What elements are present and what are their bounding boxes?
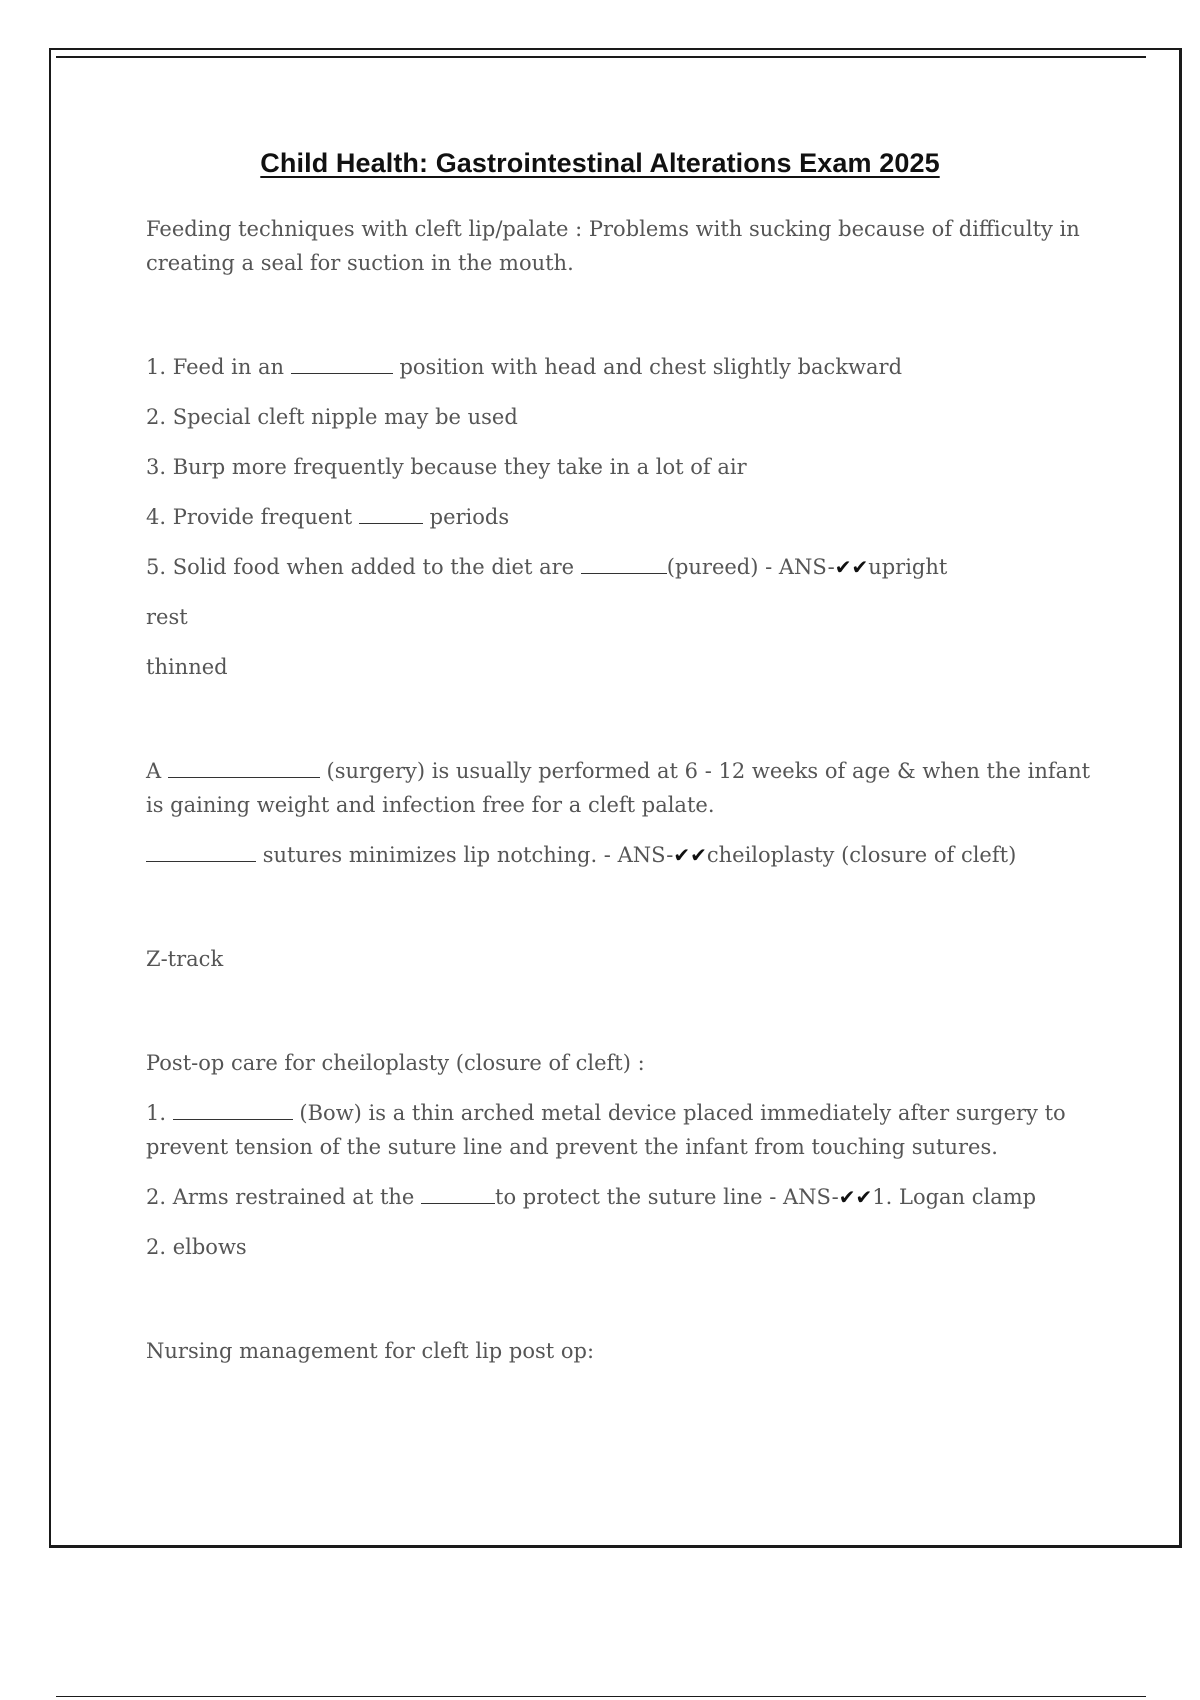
fill-blank [421,1183,495,1204]
fill-blank [359,503,423,524]
postop-item-2 [146,1180,1096,1214]
feeding-item-5 [146,550,1096,584]
surgery-question-text: (surgery) is usually performed at 6 - 12 weeks of age & when the infant is gaining weight and infection free for a cleft palate. [146,759,1091,817]
spacer [146,1264,1096,1334]
suture-question [146,838,1096,872]
answer-logan-clamp: 1. Logan clamp [872,1185,1037,1209]
postop-heading: Post-op care for cheiloplasty (closure of cleft) : [146,1051,645,1075]
double-check-icon: ✔✔ [834,555,869,579]
document-body [146,212,1096,1368]
fill-blank [581,553,667,574]
postop-item-1 [146,1096,1096,1164]
double-check-icon: ✔✔ [673,843,707,867]
feeding-item-5-prefix: 5. Solid food when added to the diet are [146,555,575,579]
feeding-item-5-suffix: (pureed) - ANS- [666,555,835,579]
answer-cheiloplasty: cheiloplasty (closure of cleft) [706,843,1017,867]
fill-blank [168,757,320,778]
spacer [146,872,1096,942]
postop-item-1-prefix: 1. [146,1101,167,1125]
feeding-item-1 [146,350,1096,384]
feeding-item-4 [146,500,1096,534]
feeding-item-4-suffix: periods [429,505,510,529]
document-title: Child Health: Gastrointestinal Alterations Exam 2025 [260,148,940,178]
top-rule [56,56,1146,58]
feeding-item-1-prefix: 1. Feed in an [146,355,285,379]
spacer [146,976,1096,1046]
answer-upright: upright [868,555,948,579]
answer-thinned: thinned [146,655,228,679]
fill-blank [146,841,256,862]
fill-blank [173,1099,293,1120]
surgery-question [146,754,1096,822]
fill-blank [291,353,393,374]
suture-question-text: sutures minimizes lip notching. - ANS- [262,843,674,867]
answer-rest: rest [146,605,188,629]
bottom-rule [56,1696,1146,1697]
surgery-question-prefix: A [146,759,162,783]
spacer [146,684,1096,754]
postop-item-2-text: to protect the suture line - ANS- [495,1185,839,1209]
answer-z-track: Z-track [146,947,224,971]
postop-item-1-text: (Bow) is a thin arched metal device placed immediately after surgery to prevent tension of the suture line and prevent the infant from touching sutures. [146,1101,1066,1159]
nursing-heading: Nursing management for cleft lip post op: [146,1339,595,1363]
feeding-item-3: 3. Burp more frequently because they take in a lot of air [146,455,747,479]
answer-elbows: 2. elbows [146,1235,247,1259]
feeding-item-4-prefix: 4. Provide frequent [146,505,353,529]
feeding-item-1-suffix: position with head and chest slightly backward [399,355,903,379]
feeding-item-2: 2. Special cleft nipple may be used [146,405,518,429]
postop-item-2-prefix: 2. Arms restrained at the [146,1185,415,1209]
double-check-icon: ✔✔ [838,1185,873,1209]
intro-paragraph: Feeding techniques with cleft lip/palate : Problems with sucking because of difficulty in creating a seal for suction in the mouth. [146,217,1080,275]
spacer [146,280,1096,350]
